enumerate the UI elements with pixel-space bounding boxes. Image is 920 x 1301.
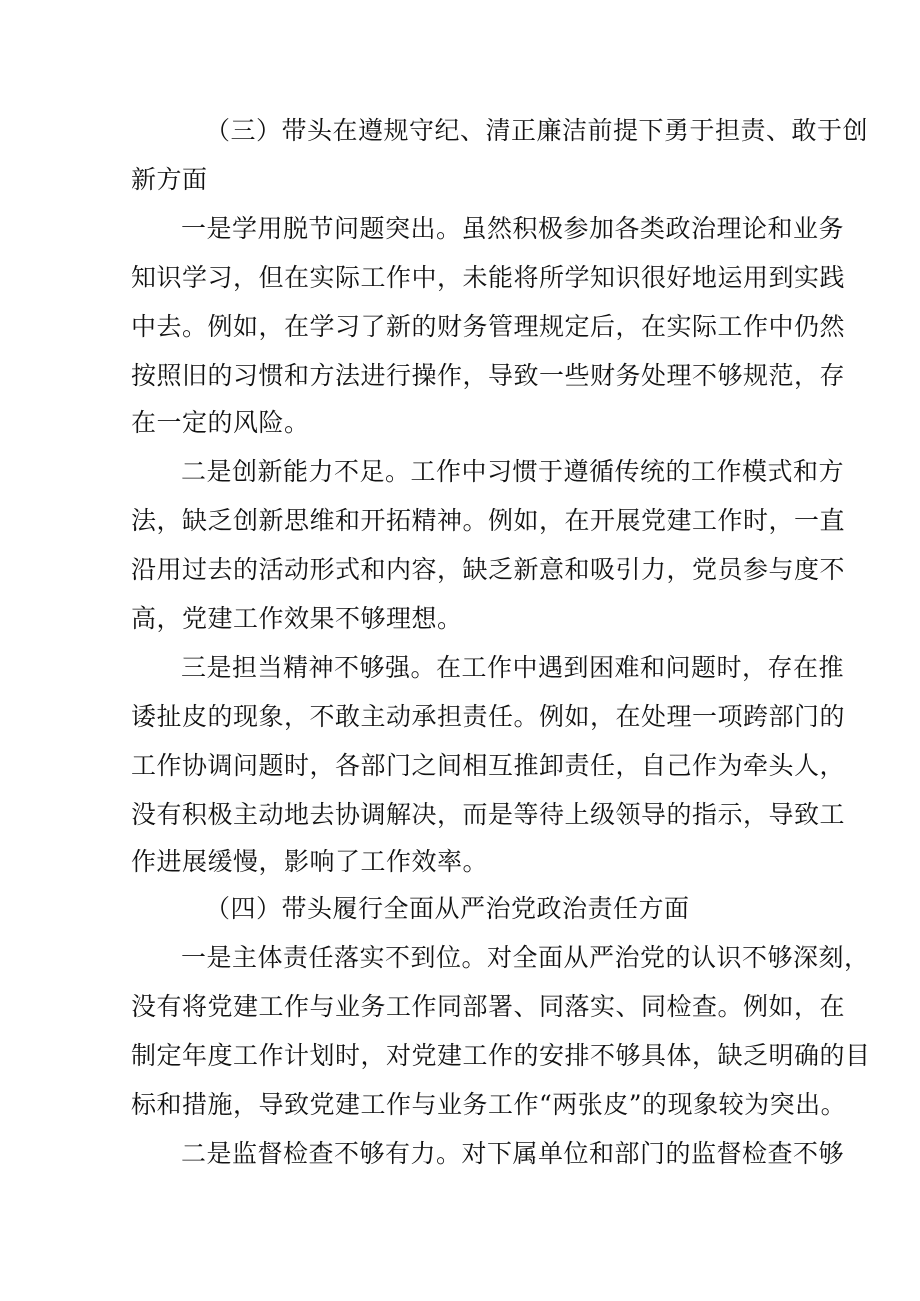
section-3-para-3-line-2: 诿扯皮的现象，不敢主动承担责任。例如，在处理一项跨部门的 — [131, 702, 846, 731]
section-3-para-2-line-2: 法，缺乏创新思维和开拓精神。例如，在开展党建工作时，一直 — [131, 506, 846, 535]
section-4-para-2-line-1: 二是监督检查不够有力。对下属单位和部门的监督检查不够 — [181, 1139, 845, 1168]
section-3-para-1-line-4: 按照旧的习惯和方法进行操作，导致一些财务处理不够规范，存 — [131, 361, 846, 390]
section-3-para-3-line-5: 作进展缓慢，影响了工作效率。 — [131, 847, 489, 876]
section-3-para-3-line-1: 三是担当精神不够强。在工作中遇到困难和问题时，存在推 — [181, 653, 845, 682]
section-3-para-1-line-2: 知识学习，但在实际工作中，未能将所学知识很好地运用到实践 — [131, 263, 846, 292]
section-3-para-1-line-3: 中去。例如，在学习了新的财务管理规定后，在实际工作中仍然 — [131, 312, 846, 341]
section-3-para-2-line-4: 高，党建工作效果不够理想。 — [131, 604, 463, 633]
section-3-heading-line-2: 新方面 — [131, 165, 208, 194]
section-4-para-1-line-1: 一是主体责任落实不到位。对全面从严治党的认识不够深刻， — [181, 943, 870, 972]
section-3-para-3-line-3: 工作协调问题时，各部门之间相互推卸责任，自己作为牵头人， — [131, 751, 846, 780]
section-4-para-1-line-4: 标和措施，导致党建工作与业务工作“两张皮”的现象较为突出。 — [131, 1090, 847, 1119]
section-3-para-3-line-4: 没有积极主动地去协调解决，而是等待上级领导的指示，导致工 — [131, 800, 846, 829]
section-3-heading-line-1: （三）带头在遵规守纪、清正廉洁前提下勇于担责、敢于创 — [205, 116, 869, 145]
section-4-heading: （四）带头履行全面从严治党政治责任方面 — [205, 894, 690, 923]
section-3-para-2-line-1: 二是创新能力不足。工作中习惯于遵循传统的工作模式和方 — [181, 457, 845, 486]
section-4-para-1-line-2: 没有将党建工作与业务工作同部署、同落实、同检查。例如，在 — [131, 992, 846, 1021]
section-3-para-1-line-1: 一是学用脱节问题突出。虽然积极参加各类政治理论和业务 — [181, 214, 845, 243]
section-3-para-1-line-5: 在一定的风险。 — [131, 408, 310, 437]
section-4-para-1-line-3: 制定年度工作计划时，对党建工作的安排不够具体，缺乏明确的目 — [131, 1041, 871, 1070]
section-3-para-2-line-3: 沿用过去的活动形式和内容，缺乏新意和吸引力，党员参与度不 — [131, 555, 846, 584]
